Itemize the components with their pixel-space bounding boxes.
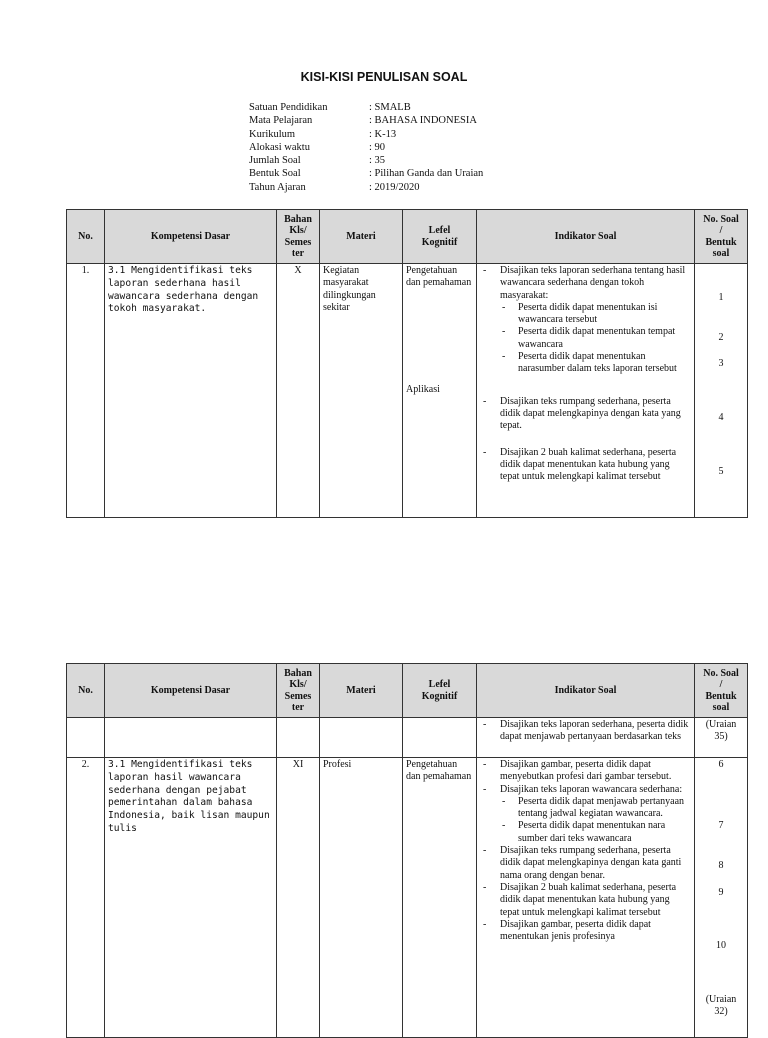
lefel-kognitif: [403, 718, 477, 758]
question-number: 5: [718, 466, 724, 477]
info-value: : 2019/2020: [369, 181, 420, 193]
lefel-kognitif: [403, 264, 477, 518]
header-no: No.: [67, 210, 105, 264]
header-materi: Materi: [320, 664, 403, 718]
kompetensi-dasar: 3.1 Mengidentifikasi teks laporan sederhana hasil wawancara sederhana dengan tokoh masyarakat.: [105, 264, 277, 518]
document-info: [249, 101, 483, 194]
info-label: Satuan Pendidikan: [249, 102, 328, 113]
info-row: [249, 167, 483, 180]
question-number: 32): [714, 1006, 728, 1017]
info-row: [249, 141, 483, 154]
info-row: [249, 114, 483, 127]
header-lefel-kognitif: Lefel Kognitif: [403, 210, 477, 264]
info-row: [249, 128, 483, 141]
question-number: 9: [718, 887, 724, 898]
indikator-item: - Disajikan teks laporan wawancara sederhana:: [480, 784, 691, 796]
header-bahan: Bahan Kls/ Semes ter: [277, 664, 320, 718]
info-row: [249, 154, 483, 167]
page-title: KISI-KISI PENULISAN SOAL: [300, 70, 468, 84]
kompetensi-dasar: [105, 718, 277, 758]
header-lefel-kognitif: Lefel Kognitif: [403, 664, 477, 718]
table-row: [67, 758, 748, 1038]
row-number: 2.: [67, 758, 105, 1038]
indikator-item: - Disajikan gambar, peserta didik dapat menentukan jenis profesinya: [480, 919, 691, 944]
indikator-item: - Disajikan teks laporan sederhana tentang hasil wawancara sederhana dengan tokoh masyarakat:: [480, 265, 691, 302]
materi: Profesi: [320, 758, 403, 1038]
kisi-table-2: [66, 663, 748, 1038]
header-kompetensi-dasar: Kompetensi Dasar: [105, 210, 277, 264]
table-row: [67, 264, 748, 518]
row-number: [67, 718, 105, 758]
header-kompetensi-dasar: Kompetensi Dasar: [105, 664, 277, 718]
question-number: (Uraian: [705, 994, 737, 1005]
lefel-item: Aplikasi: [406, 383, 440, 395]
table-header-row: [67, 664, 748, 718]
info-label: Mata Pelajaran: [249, 115, 313, 127]
row-number: 1.: [67, 264, 105, 518]
indikator-item: - Disajikan teks rumpang sederhana, peserta didik dapat melengkapinya dengan kata yang tepat.: [480, 396, 691, 433]
header-no: No.: [67, 664, 105, 718]
question-number: 7: [718, 820, 724, 831]
table-header-row: [67, 210, 748, 264]
info-row: [249, 101, 483, 114]
info-label: Tahun Ajaran: [249, 181, 306, 193]
question-number: 8: [718, 860, 724, 871]
bahan-kelas: X: [277, 264, 320, 518]
lefel-item: Pengetahuan dan pemahaman: [406, 265, 472, 289]
indikator-item: - Disajikan gambar, peserta didik dapat menyebutkan profesi dari gambar tersebut.: [480, 759, 691, 784]
info-label: Kurikulum: [249, 128, 296, 140]
lefel-kognitif: Pengetahuan dan pemahaman: [403, 758, 477, 1038]
question-number: 6: [718, 759, 724, 770]
bahan-kelas: XI: [277, 758, 320, 1038]
question-number: 3: [718, 358, 724, 369]
table-row: [67, 718, 748, 758]
no-soal: [695, 264, 748, 518]
info-label: Jumlah Soal: [249, 155, 301, 167]
question-number: 2: [718, 332, 724, 343]
header-no-soal: No. Soal / Bentuk soal: [695, 210, 748, 264]
indikator-subitem: - Peserta didik dapat menentukan narasumber dalam teks laporan tersebut: [480, 351, 691, 376]
header-indikator: Indikator Soal: [477, 664, 695, 718]
header-no-soal: No. Soal / Bentuk soal: [695, 664, 748, 718]
header-materi: Materi: [320, 210, 403, 264]
question-number: 10: [716, 940, 726, 951]
no-soal: [695, 718, 748, 758]
info-value: : K-13: [369, 128, 397, 140]
info-label: Alokasi waktu: [249, 141, 310, 153]
indikator-item: - Disajikan 2 buah kalimat sederhana, peserta didik dapat menentukan kata hubung yang tepat untuk melengkapi kalimat tersebut: [480, 447, 691, 484]
indikator-soal: [477, 264, 695, 518]
info-value: : 35: [369, 155, 386, 167]
info-value: : SMALB: [369, 102, 411, 113]
indikator-subitem: - Peserta didik dapat menentukan tempat wawancara: [480, 326, 691, 351]
info-row: [249, 181, 483, 194]
indikator-soal: [477, 718, 695, 758]
header-bahan: Bahan Kls/ Semes ter: [277, 210, 320, 264]
indikator-subitem: - Peserta didik dapat menjawab pertanyaan tentang jadwal kegiatan wawancara.: [480, 796, 691, 821]
kompetensi-dasar: 3.1 Mengidentifikasi teks laporan hasil wawancara sederhana dengan pejabat pemerintahan dalam bahasa Indonesia, baik lisan maupun tulis: [105, 758, 277, 1038]
indikator-soal: [477, 758, 695, 1038]
bahan-kelas: [277, 718, 320, 758]
materi: Kegiatan masyarakat dilingkungan sekitar: [320, 264, 403, 518]
indikator-subitem: - Peserta didik dapat menentukan nara sumber dari teks wawancara: [480, 820, 691, 845]
kisi-table-1: [66, 209, 748, 518]
info-label: Bentuk Soal: [249, 168, 301, 180]
indikator-item: - Disajikan teks laporan sederhana, peserta didik dapat menjawab pertanyaan berdasarkan teks: [480, 719, 691, 744]
header-indikator: Indikator Soal: [477, 210, 695, 264]
question-number: 35): [714, 731, 728, 743]
indikator-item: - Disajikan 2 buah kalimat sederhana, peserta didik dapat menentukan kata hubung yang tepat untuk melengkapi kalimat tersebut: [480, 882, 691, 919]
no-soal: [695, 758, 748, 1038]
question-number: (Uraian: [705, 719, 737, 730]
indikator-subitem: - Peserta didik dapat menentukan isi wawancara tersebut: [480, 302, 691, 327]
indikator-item: - Disajikan teks rumpang sederhana, peserta didik dapat melengkapinya dengan kata ganti nama orang dengan benar.: [480, 845, 691, 882]
info-value: : 90: [369, 141, 386, 153]
materi: [320, 718, 403, 758]
question-number: 1: [718, 292, 724, 303]
info-value: : Pilihan Ganda dan Uraian: [369, 168, 484, 180]
question-number: 4: [718, 412, 724, 423]
info-value: : BAHASA INDONESIA: [369, 115, 477, 127]
